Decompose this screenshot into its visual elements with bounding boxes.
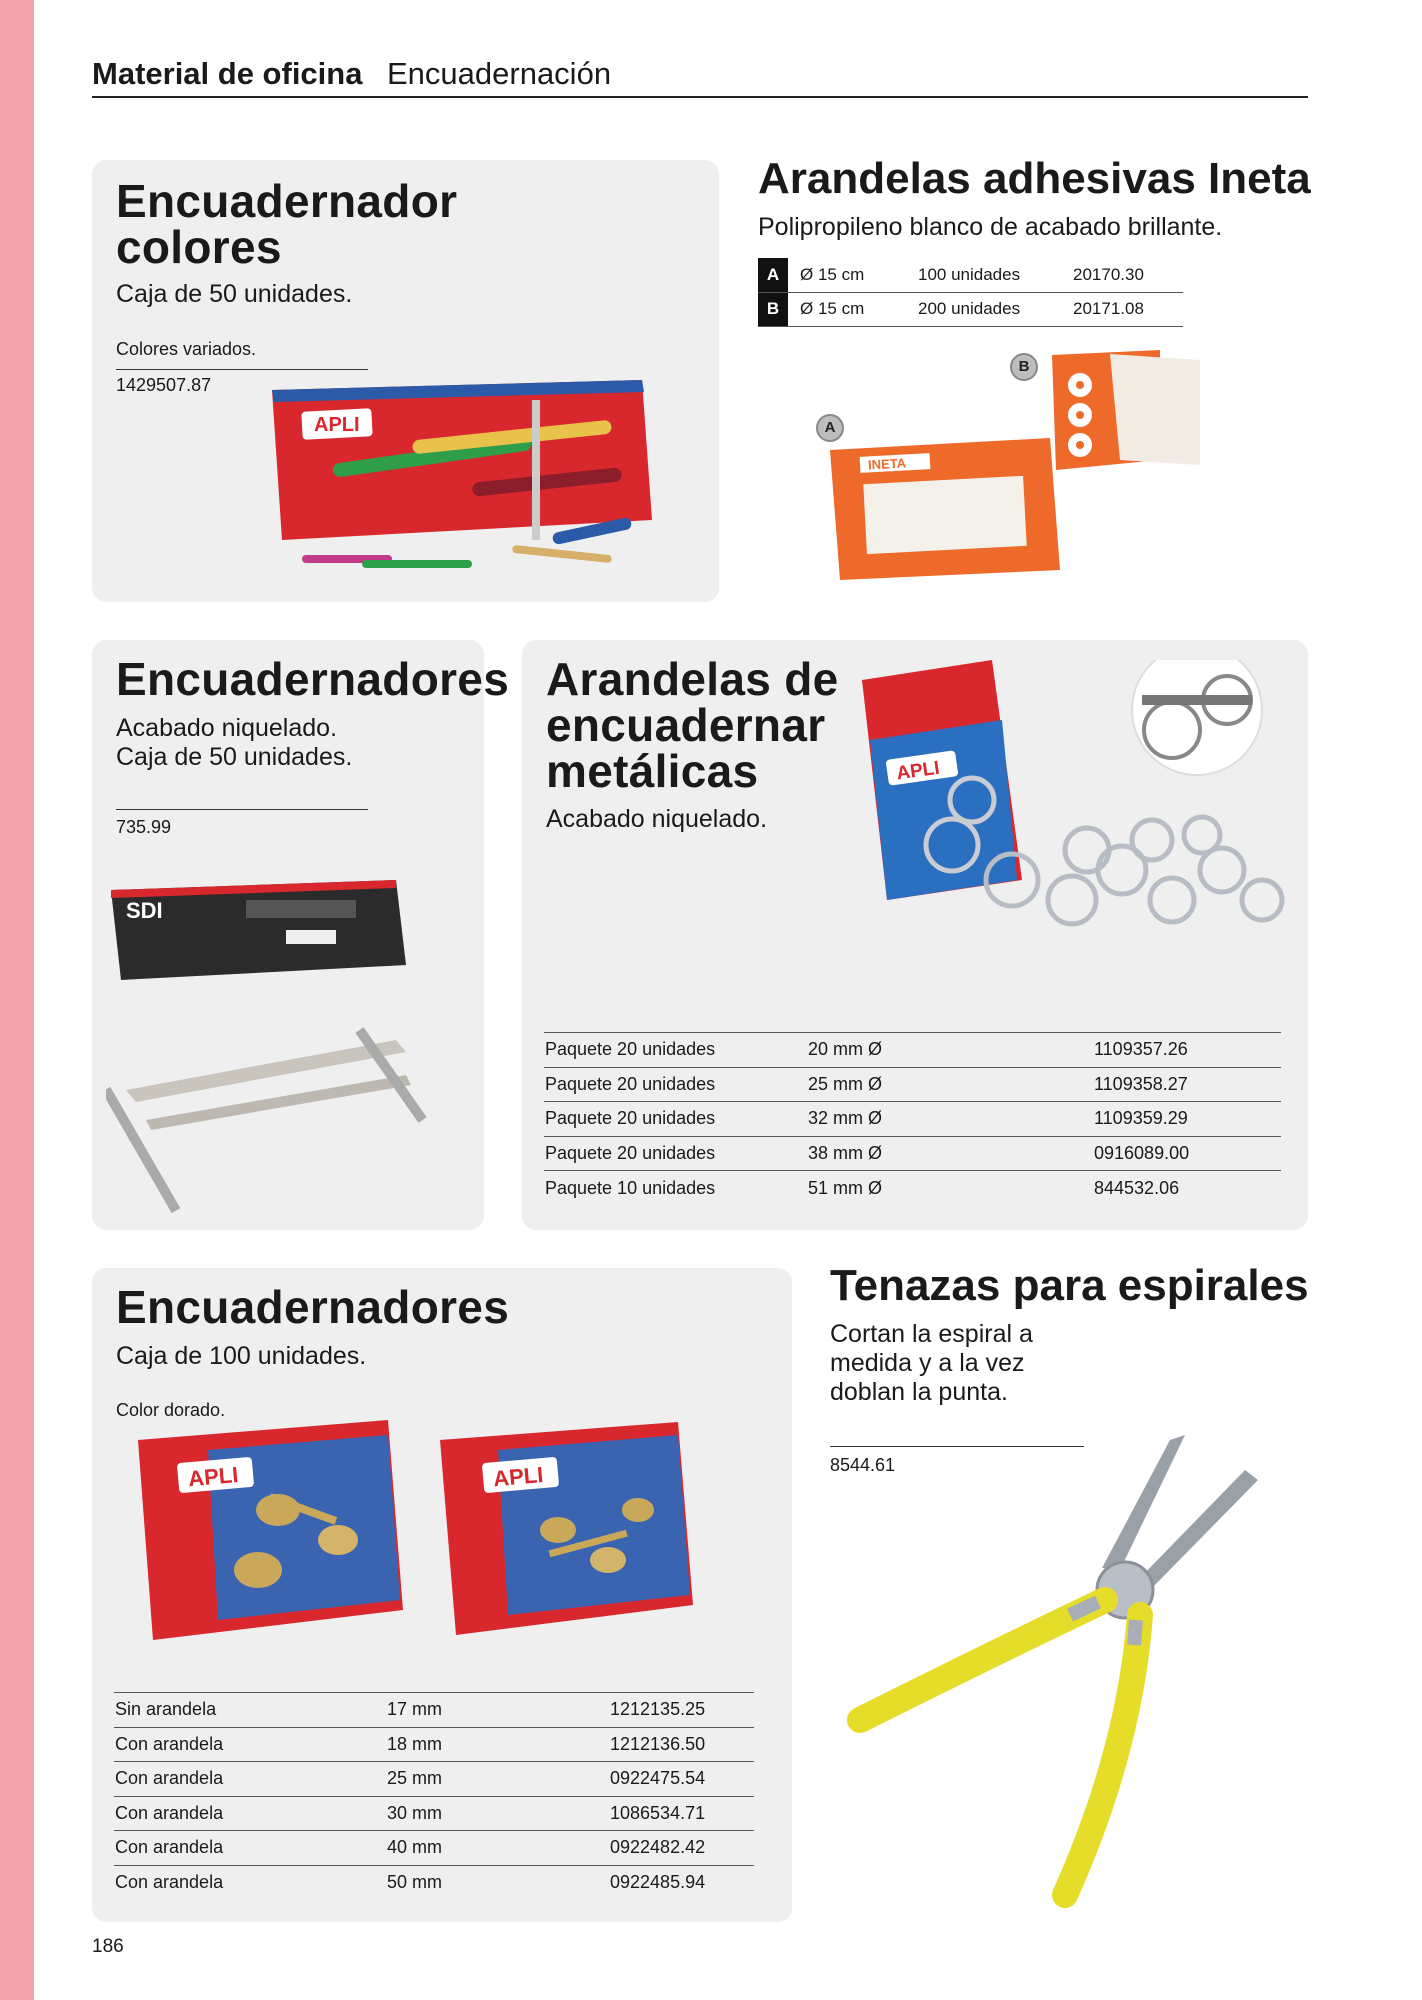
cell-pack: Paquete 20 unidades (544, 1067, 807, 1102)
fasteners-box-image (272, 380, 712, 600)
page-header (92, 52, 1308, 98)
divider (116, 369, 368, 370)
cell-size: 18 mm (386, 1727, 609, 1762)
row-letter: B (758, 292, 788, 326)
table-row (544, 1171, 1281, 1206)
table-row (114, 1796, 754, 1831)
cell-ref: 1212136.50 (609, 1727, 754, 1762)
cell-size: 51 mm Ø (807, 1171, 1093, 1206)
cell-type: Con arandela (114, 1727, 386, 1762)
row-qty: 200 unidades (918, 292, 1073, 326)
cell-type: Con arandela (114, 1831, 386, 1866)
cell-ref: 844532.06 (1093, 1171, 1281, 1206)
table-row (758, 258, 1183, 292)
product-title-line1: Arandelas de (546, 653, 839, 705)
product-title: Encuadernadores (116, 1281, 510, 1333)
pack-brand-text: INETA (867, 455, 907, 473)
rings-image (852, 660, 1302, 950)
cell-pack: Paquete 20 unidades (544, 1033, 807, 1068)
product-ref: 735.99 (116, 817, 172, 837)
cell-size: 20 mm Ø (807, 1033, 1093, 1068)
product-title-line1: Encuadernador (116, 175, 458, 227)
box1-brand-text: APLI (187, 1462, 240, 1492)
row-ref: 20171.08 (1073, 292, 1183, 326)
table-row (544, 1102, 1281, 1137)
product-subtitle: Caja de 50 unidades. (116, 280, 353, 308)
marker-a: A (816, 414, 844, 442)
cell-size: 40 mm (386, 1831, 609, 1866)
table-row (114, 1693, 754, 1728)
card-arandelas-metalicas (522, 640, 1308, 1230)
sdi-fasteners-image (106, 870, 486, 1240)
marker-b: B (1010, 353, 1038, 381)
subsection-title: Encuadernación (387, 56, 612, 91)
cell-pack: Paquete 10 unidades (544, 1171, 807, 1206)
cell-type: Con arandela (114, 1865, 386, 1900)
cell-size: 25 mm (386, 1762, 609, 1797)
cell-ref: 1109357.26 (1093, 1033, 1281, 1068)
cell-type: Sin arandela (114, 1693, 386, 1728)
cell-ref: 0922475.54 (609, 1762, 754, 1797)
product-note: Color dorado. (116, 1400, 226, 1420)
cell-size: 50 mm (386, 1865, 609, 1900)
rings-box-brand-text: APLI (895, 757, 941, 785)
table-row (544, 1136, 1281, 1171)
cell-ref: 1109359.29 (1093, 1102, 1281, 1137)
cell-type: Con arandela (114, 1762, 386, 1797)
row-qty: 100 unidades (918, 258, 1073, 292)
cell-ref: 0922485.94 (609, 1865, 754, 1900)
product-title: Encuadernadores (116, 653, 510, 705)
table-row (114, 1727, 754, 1762)
cell-ref: 1086534.71 (609, 1796, 754, 1831)
table-row (114, 1831, 754, 1866)
row-size: Ø 15 cm (788, 258, 918, 292)
box2-brand-text: APLI (492, 1462, 545, 1492)
cell-ref: 0922482.42 (609, 1831, 754, 1866)
gold-fasteners-table (114, 1692, 754, 1900)
product-subtitle: Acabado niquelado. (546, 805, 768, 833)
product-desc-line3: doblan la punta. (830, 1378, 1008, 1406)
product-title-line2: colores (116, 221, 282, 273)
cell-size: 32 mm Ø (807, 1102, 1093, 1137)
table-row (758, 292, 1183, 326)
table-row (114, 1865, 754, 1900)
gold-fasteners-image (138, 1410, 738, 1650)
page-edge-strip (0, 0, 34, 2000)
product-ref: 8544.61 (830, 1455, 896, 1475)
rings-table (544, 1032, 1281, 1205)
table-row (544, 1067, 1281, 1102)
product-ref: 1429507.87 (116, 375, 212, 395)
cell-size: 25 mm Ø (807, 1067, 1093, 1102)
product-title-line3: metálicas (546, 745, 759, 797)
cell-size: 30 mm (386, 1796, 609, 1831)
brand-logo-text: APLI (314, 414, 360, 436)
card-encuadernadores-niquelado (92, 640, 510, 1230)
product-desc-line2: medida y a la vez (830, 1349, 1025, 1377)
row-letter: A (758, 258, 788, 292)
product-note: Colores variados. (116, 339, 257, 359)
row-size: Ø 15 cm (788, 292, 918, 326)
product-title: Tenazas para espirales (830, 1261, 1309, 1310)
pliers-image (840, 1420, 1320, 1920)
product-title-line2: encuadernar (546, 699, 826, 751)
cell-pack: Paquete 20 unidades (544, 1136, 807, 1171)
ineta-packs-image (820, 340, 1220, 580)
product-subtitle: Caja de 100 unidades. (116, 1342, 367, 1370)
cell-type: Con arandela (114, 1796, 386, 1831)
cell-pack: Paquete 20 unidades (544, 1102, 807, 1137)
cell-size: 17 mm (386, 1693, 609, 1728)
row-ref: 20170.30 (1073, 258, 1183, 292)
product-subtitle-line1: Acabado niquelado. (116, 714, 338, 742)
product-subtitle-line2: Caja de 50 unidades. (116, 743, 353, 771)
card-encuadernador-colores (92, 160, 719, 602)
box-brand-text: SDI (126, 898, 163, 923)
cell-size: 38 mm Ø (807, 1136, 1093, 1171)
table-row (544, 1033, 1281, 1068)
spec-table (758, 258, 1183, 327)
section-title: Material de oficina (92, 56, 363, 91)
divider (116, 809, 368, 810)
cell-ref: 1212135.25 (609, 1693, 754, 1728)
cell-ref: 1109358.27 (1093, 1067, 1281, 1102)
page-number: 186 (92, 1936, 124, 1957)
product-title: Arandelas adhesivas Ineta (758, 154, 1311, 203)
card-encuadernadores-dorado (92, 1268, 792, 1922)
product-subtitle: Polipropileno blanco de acabado brillante. (758, 213, 1223, 241)
product-desc-line1: Cortan la espiral a (830, 1320, 1033, 1348)
cell-ref: 0916089.00 (1093, 1136, 1281, 1171)
table-row (114, 1762, 754, 1797)
